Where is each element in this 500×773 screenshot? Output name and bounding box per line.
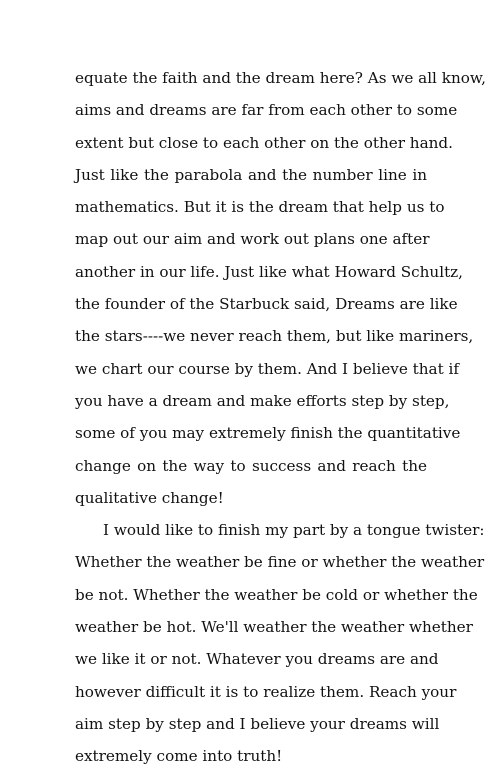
text-line: be not. Whether the weather be cold or whether the: [75, 585, 478, 604]
text-line: we like it or not. Whatever you dreams are and: [75, 650, 439, 669]
text-line: aims and dreams are far from each other to some: [75, 101, 458, 120]
text-line: I would like to finish my part by a tongue twister:: [103, 521, 485, 540]
text-line: however difficult it is to realize them. Reach your: [75, 682, 457, 701]
text-line: map out our aim and work out plans one after: [75, 230, 430, 249]
text-line: Whether the weather be fine or whether the weather: [75, 553, 485, 572]
text-line: aim step by step and I believe your dreams will: [75, 714, 440, 733]
text-line: we chart our course by them. And I believe that if: [75, 359, 460, 378]
text-line: extent but close to each other on the other hand.: [75, 133, 453, 152]
text-line: weather be hot. We'll weather the weather whether: [75, 618, 473, 637]
text-line: the stars----we never reach them, but like mariners,: [75, 327, 474, 346]
text-line: mathematics. But it is the dream that help us to: [75, 198, 445, 217]
text-line: change on the way to success and reach the: [75, 456, 427, 475]
text-line: Just like the parabola and the number line in: [75, 165, 427, 184]
document-page: [75, 62, 486, 773]
text-line: some of you may extremely finish the quantitative: [75, 424, 461, 443]
text-line: you have a dream and make efforts step by step,: [75, 391, 450, 410]
paragraph-2: [75, 514, 485, 772]
text-line: extremely come into truth!: [75, 747, 283, 766]
text-line: qualitative change!: [75, 488, 224, 507]
text-line: another in our life. Just like what Howard Schultz,: [75, 262, 464, 281]
text-line: the founder of the Starbuck said, Dreams are like: [75, 295, 458, 314]
paragraph-1: [75, 62, 486, 514]
text-line: equate the faith and the dream here? As we all know,: [75, 69, 486, 87]
